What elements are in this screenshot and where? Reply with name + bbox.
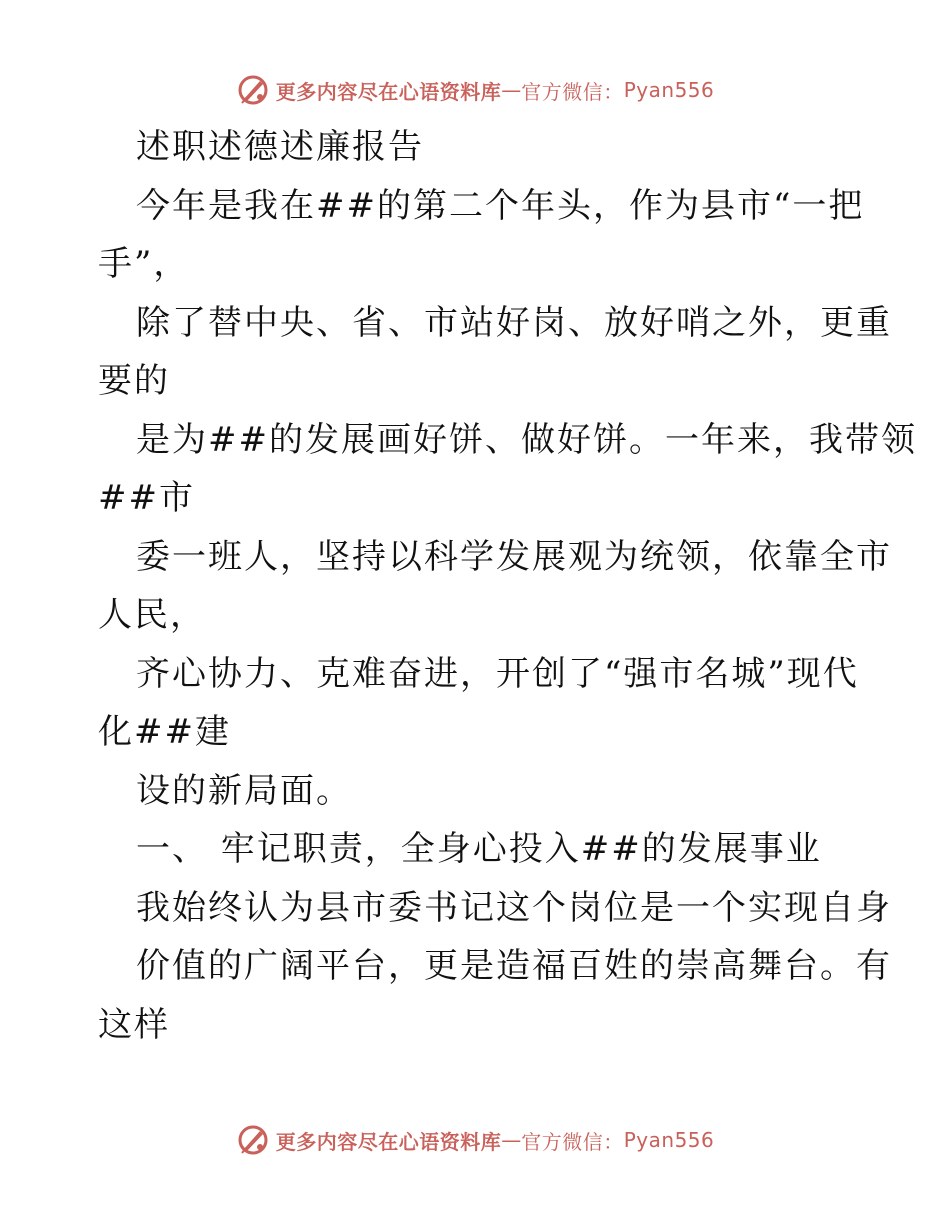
doc-line: 委一班人，坚持以科学发展观为统领，依靠全市: [136, 536, 892, 577]
watermark-separator: —: [501, 78, 522, 102]
doc-line: 一、 牢记职责，全身心投入##的发展事业: [136, 829, 822, 869]
quill-logo-icon: [236, 73, 270, 107]
watermark-wechat-label: 官方微信：: [521, 1129, 624, 1154]
watermark-brand: 更多内容尽在心语资料库: [275, 79, 502, 104]
doc-line: 设的新局面。: [136, 770, 352, 811]
doc-line: 今年是我在##的第二个年头，作为县市“一把: [136, 185, 865, 226]
watermark-wechat-label: 官方微信：: [521, 79, 624, 104]
doc-line: 手”，: [98, 244, 190, 284]
doc-line: 述职述德述廉报告: [136, 127, 424, 167]
watermark-wechat-id: Pyan556: [623, 1128, 715, 1152]
watermark-wechat-id: Pyan556: [623, 78, 715, 102]
doc-line: 这样: [98, 1004, 170, 1045]
watermark-brand: 更多内容尽在心语资料库: [275, 1129, 502, 1154]
doc-line: 除了替中央、省、市站好岗、放好哨之外，更重: [136, 302, 892, 343]
watermark-separator: —: [501, 1128, 522, 1152]
footer-watermark: [0, 1120, 950, 1160]
document-body: [98, 118, 917, 1054]
doc-line: 我始终认为县市委书记这个岗位是一个实现自身: [136, 887, 892, 928]
doc-line: 价值的广阔平台，更是造福百姓的崇高舞台。有: [136, 946, 892, 986]
header-watermark: [0, 70, 950, 110]
doc-line: 要的: [98, 361, 170, 401]
quill-logo-icon: [236, 1123, 270, 1157]
doc-line: 化##建: [98, 712, 231, 752]
doc-line: 齐心协力、克难奋进，开创了“强市名城”现代: [136, 653, 859, 694]
doc-line: ##市: [98, 478, 195, 518]
doc-line: 人民，: [98, 595, 206, 635]
doc-line: 是为##的发展画好饼、做好饼。一年来，我带领: [136, 419, 917, 460]
